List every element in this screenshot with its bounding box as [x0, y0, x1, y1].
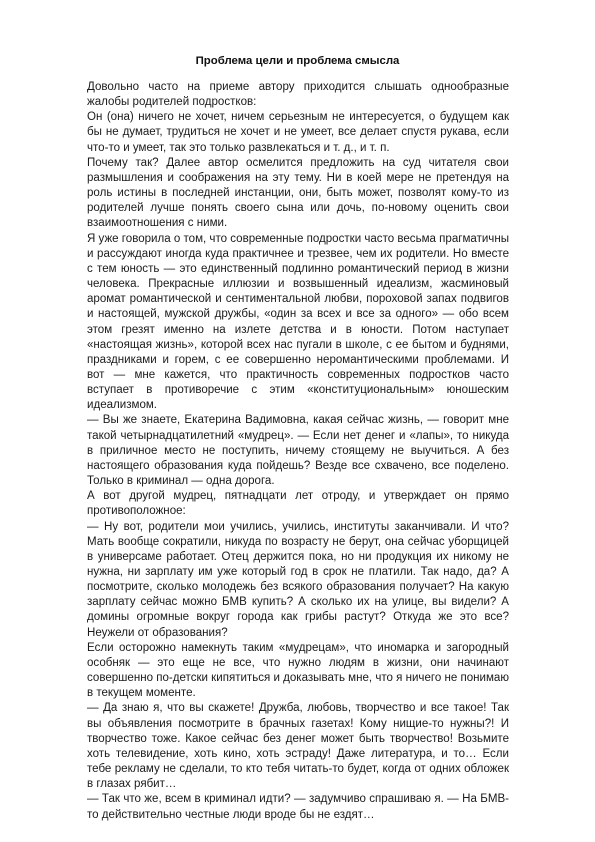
paragraph: Если осторожно намекнуть таким «мудрецам», что иномарка и загородный особняк — это еще не все, что нужно людям в жизни, они начинают совершенно по-детски кипятиться и доказывать мне, что я ничего не понимаю в текущем моменте. — [87, 641, 509, 700]
paragraph: А вот другой мудрец, пятнадцати лет отроду, и утверждает он прямо противоположное: — [87, 490, 509, 518]
paragraph: Он (она) ничего не хочет, ничем серьезным не интересуется, о будущем как бы не думает, трудиться не хочет и не умеет, все делает спустя рукава, если что-то и умеет, так это только развлекаться и т. д., и т. п. — [87, 111, 509, 154]
document-body — [87, 80, 509, 823]
document-title: Проблема цели и проблема смысла — [195, 55, 400, 67]
paragraph: Я уже говорила о том, что современные подростки часто весьма прагматичны и рассуждают иногда куда практичнее и трезвее, чем их родители. Но вместе с тем юность — это единственный подлинно романтический период в жизни человека. Прекрасные иллюзии и возвышенный идеализм, жасминовый аромат романтической и сентиментальной любви, пороховой запах подвигов и настоящей, мужской дружбы, «один за всех и все за одного» — обо всем этом грезят именно на излете детства и в юности. Потом наступает «настоящая жизнь», которой всех нас пугали в школе, с ее бытом и буднями, праздниками и горем, с ее совершенно неромантическими проблемами. И вот — мне кажется, что практичность современных подростков часто вступает в противоречие с этим «конституциональным» юношеским идеализмом. — [87, 232, 509, 412]
paragraph: — Вы же знаете, Екатерина Вадимовна, какая сейчас жизнь, — говорит мне такой четырнадцатилетний «мудрец». — Если нет денег и «лапы», то никуда в приличное место не поступить, ничему стоящему не выучиться. А без настоящего образования куда пойдешь? Везде все схвачено, все поделено. Только в криминал — одна дорога. — [87, 414, 509, 488]
paragraph: — Ну вот, родители мои учились, учились, институты заканчивали. И что? Мать вообще сократили, никуда по возрасту не берут, она сейчас уборщицей в универсаме работает. Отец держится пока, но ни продукция их никому не нужна, ни зарплату им уже который год в срок не платили. Так надо, да? А посмотрите, сколько молодежь без всякого образования получает? На какую зарплату сейчас можно БМВ купить? А сколько их на улице, вы видели? А домины огромные вокруг города как грибы растут? Откуда же это все? Неужели от образования? — [87, 520, 509, 639]
paragraph: — Так что же, всем в криминал идти? — задумчиво спрашиваю я. — На БМВ-то действительно честные люди вроде бы не ездят… — [87, 793, 509, 821]
paragraph: Почему так? Далее автор осмелится предложить на суд читателя свои размышления и соображения на эту тему. Ни в коей мере не претендуя на роль истины в последней инстанции, они, быть может, позволят кому-то из родителей лучше понять своего сына или дочь, по-новому оценить свои взаимоотношения с ними. — [87, 156, 509, 230]
paragraph: Довольно часто на приеме автору приходится слышать однообразные жалобы родителей подростков: — [87, 81, 509, 109]
paragraph: — Да знаю я, что вы скажете! Дружба, любовь, творчество и все такое! Так вы объявления посмотрите в брачных газетах! Кому нищие-то нужны?! И творчество тоже. Какое сейчас без денег может быть творчество! Возьмите хоть телевидение, хоть кино, хоть эстраду! Даже литература, и то… Если тебе рекламу не сделали, то кто тебя читать-то будет, когда от одних обложек в глазах рябит… — [87, 702, 509, 791]
